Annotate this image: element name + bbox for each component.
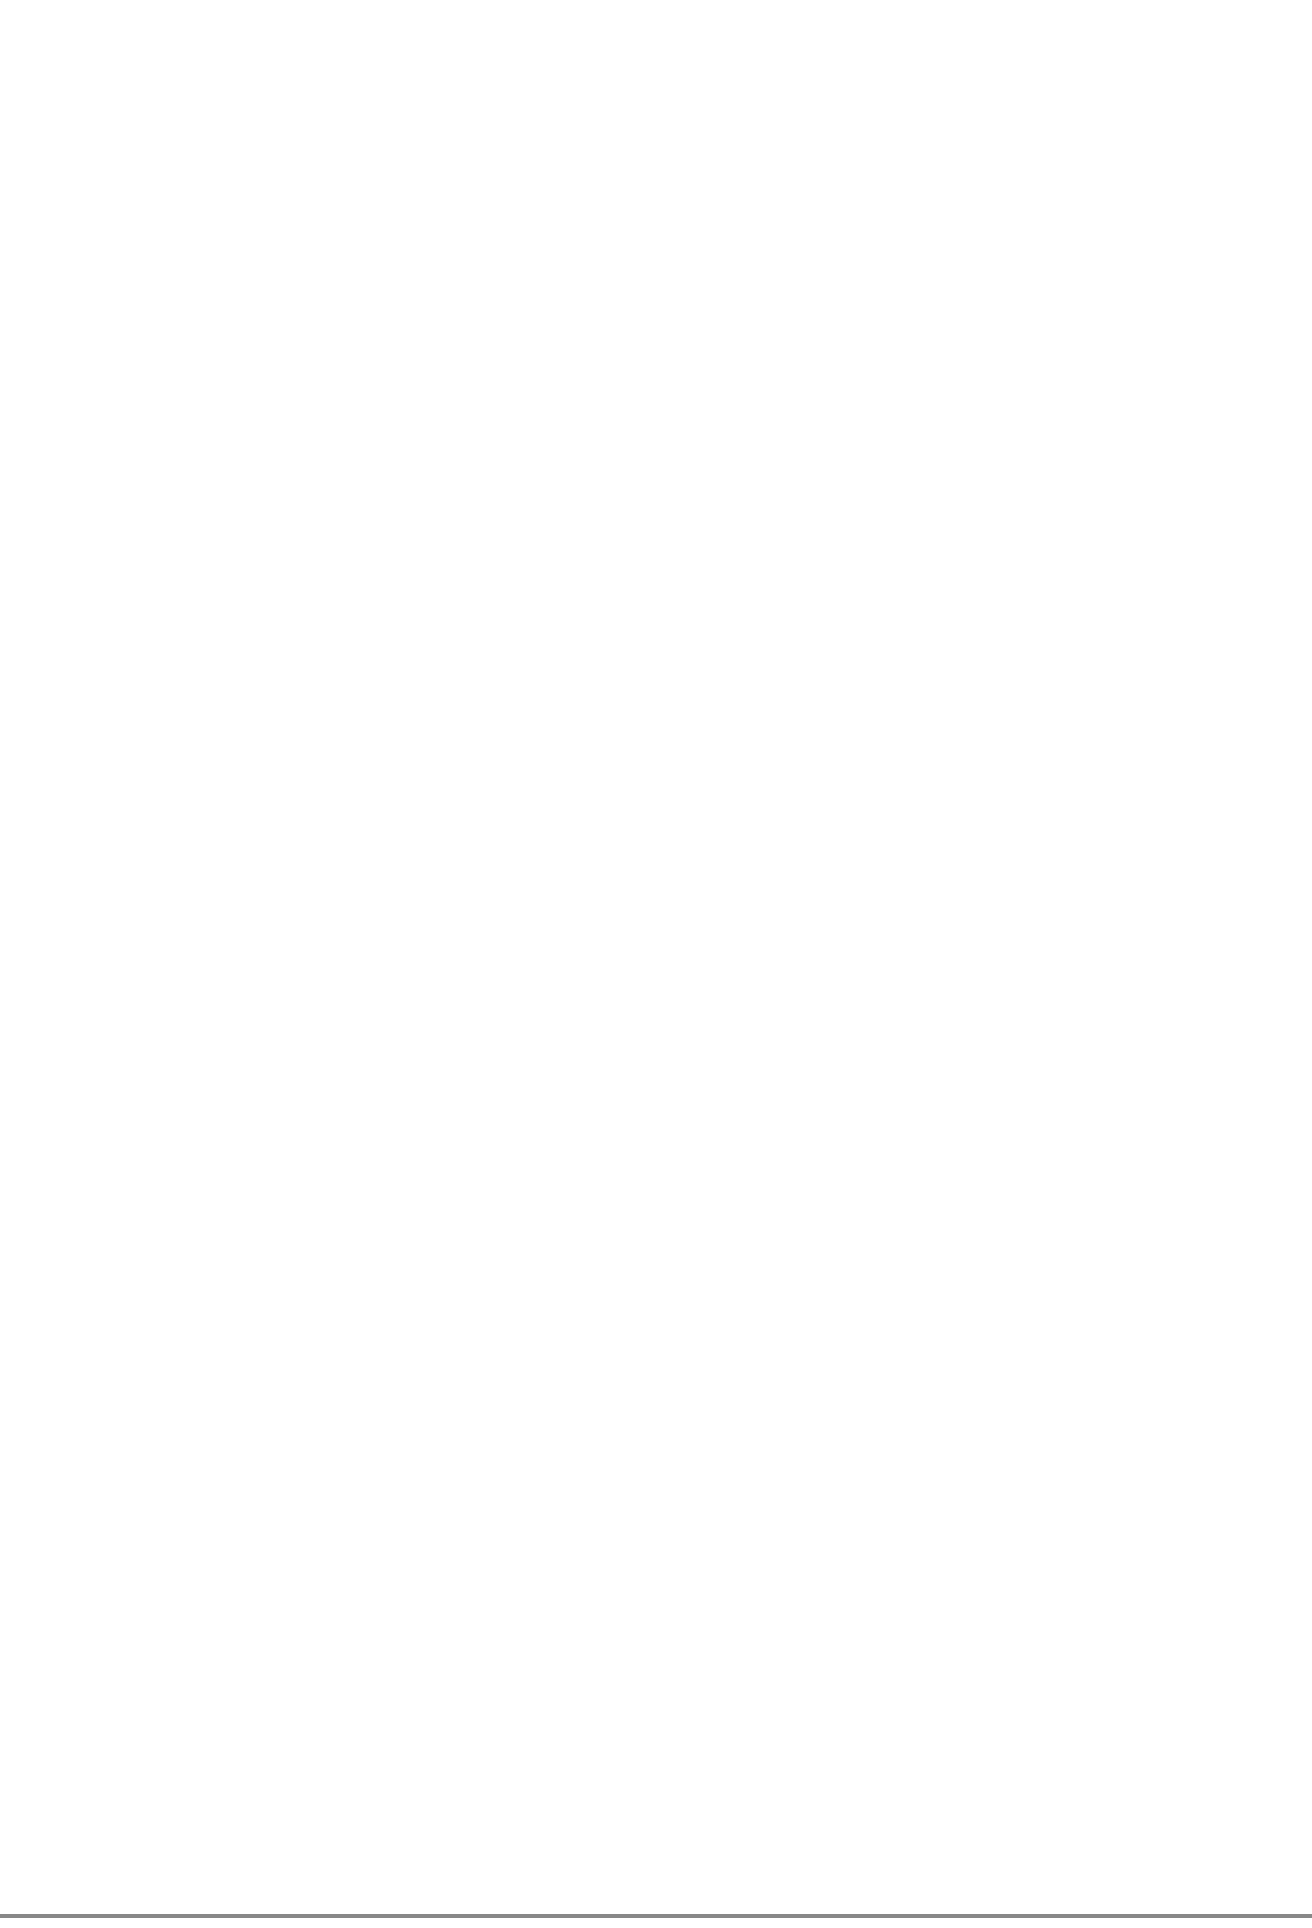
timetable bbox=[112, 70, 1252, 1850]
scan-edge bbox=[0, 1914, 1312, 1918]
